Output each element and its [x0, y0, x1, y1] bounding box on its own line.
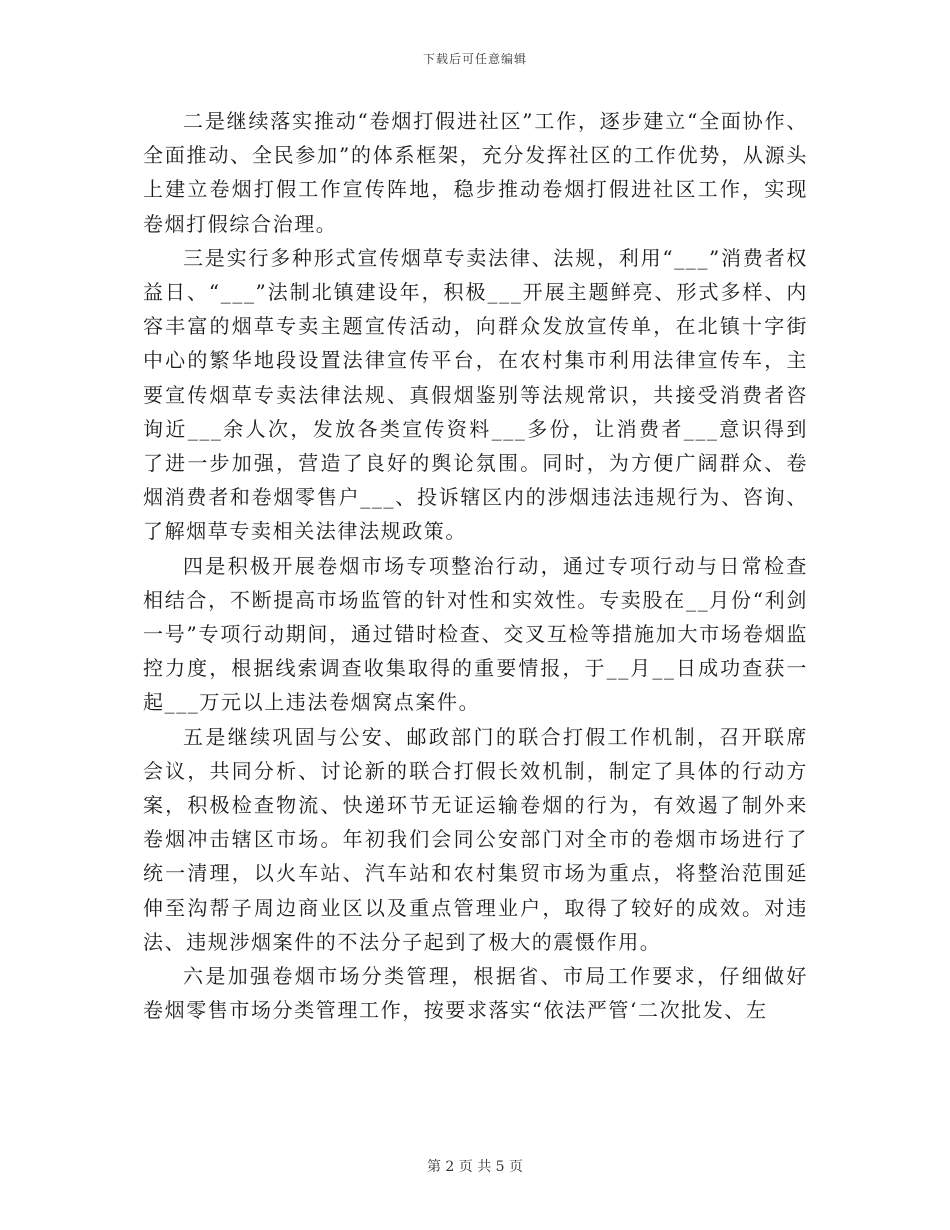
document-body: [143, 104, 808, 1027]
paragraph-3: 三是实行多种形式宣传烟草专卖法律、法规，利用“___”消费者权益日、“___”法制北镇建设年，积极___开展主题鲜亮、形式多样、内容丰富的烟草专卖主题宣传活动，向群众发放宣传单，在北镇十字街中心的繁华地段设置法律宣传平台，在农村集市利用法律宣传车，主要宣传烟草专卖法律法规、真假烟鉴别等法规常识，共接受消费者咨询近___余人次，发放各类宣传资料___多份，让消费者___意识得到了进一步加强，营造了良好的舆论氛围。同时，为方便广阔群众、卷烟消费者和卷烟零售户___、投诉辖区内的涉烟违法违规行为、咨询、了解烟草专卖相关法律法规政策。: [143, 245, 808, 544]
paragraph-5: 五是继续巩固与公安、邮政部门的联合打假工作机制，召开联席会议，共同分析、讨论新的联合打假长效机制，制定了具体的行动方案，积极检查物流、快递环节无证运输卷烟的行为，有效遏了制外来卷烟冲击辖区市场。年初我们会同公安部门对全市的卷烟市场进行了统一清理，以火车站、汽车站和农村集贸市场为重点，将整治范围延伸至沟帮子周边商业区以及重点管理业户，取得了较好的成效。对违法、违规涉烟案件的不法分子起到了极大的震慑作用。: [143, 724, 808, 954]
paragraph-4: 四是积极开展卷烟市场专项整治行动，通过专项行动与日常检查相结合，不断提高市场监管的针对性和实效性。专卖股在__月份“利剑一号”专项行动期间，通过错时检查、交叉互检等措施加大市场卷烟监控力度，根据线索调查收集取得的重要情报，于__月__日成功查获一起___万元以上违法卷烟窝点案件。: [143, 553, 808, 715]
paragraph-2: 二是继续落实推动“卷烟打假进社区”工作，逐步建立“全面协作、全面推动、全民参加”的体系框架，充分发挥社区的工作优势，从源头上建立卷烟打假工作宣传阵地，稳步推动卷烟打假进社区工作，实现卷烟打假综合治理。: [143, 109, 808, 236]
page-number: 第 2 页 共 5 页: [426, 1159, 524, 1175]
page-header-note: 下载后可任意编辑: [422, 52, 527, 66]
paragraph-6: 六是加强卷烟市场分类管理，根据省、市局工作要求，仔细做好卷烟零售市场分类管理工作，按要求落实“依法严管‘二次批发、左: [143, 964, 808, 1023]
